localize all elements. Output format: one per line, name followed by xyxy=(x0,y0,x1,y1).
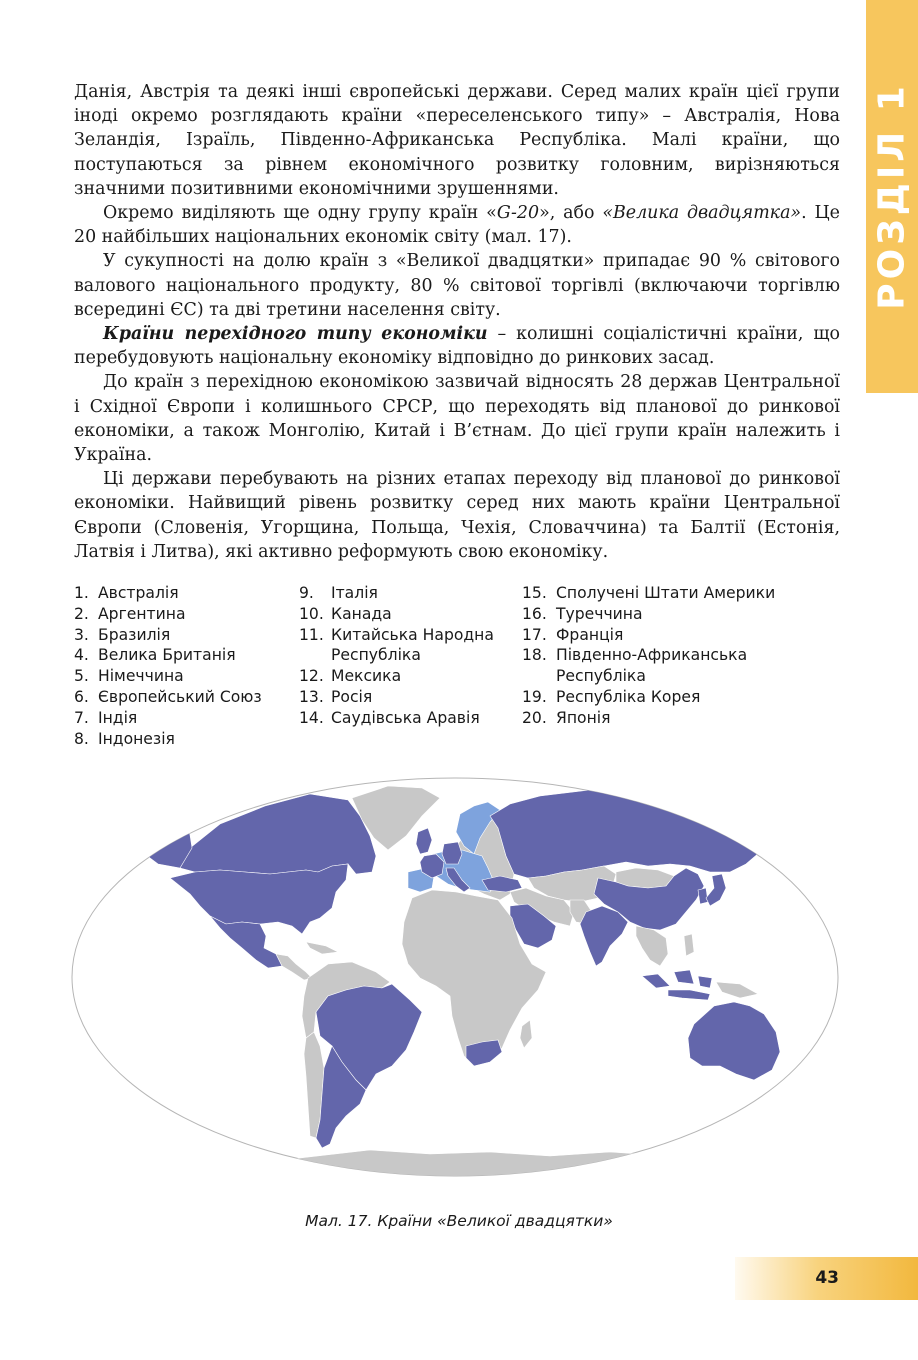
legend-number: 6. xyxy=(74,687,89,706)
legend-number: 8. xyxy=(74,729,89,748)
legend-item xyxy=(74,729,262,750)
legend-number: 12. xyxy=(299,667,324,686)
legend-label: Канада xyxy=(331,604,392,623)
legend-number: 7. xyxy=(74,708,89,727)
legend-number: 20. xyxy=(522,708,547,727)
legend-item xyxy=(522,708,775,729)
legend-item xyxy=(299,625,494,667)
legend-item xyxy=(522,583,775,604)
legend-label: Туреччина xyxy=(556,604,643,623)
body-text xyxy=(74,80,840,564)
legend-item xyxy=(74,666,262,687)
legend-label: Республіка Корея xyxy=(556,687,701,706)
legend-label: Велика Британія xyxy=(98,646,236,665)
paragraph-4-rest: – колишні соціалістичні країни, що перебудовують національну економіку відповідно до ринкових засад. xyxy=(74,324,840,369)
legend-number: 11. xyxy=(299,625,324,644)
legend-label: Австралія xyxy=(98,584,179,602)
world-map xyxy=(70,776,840,1178)
legend-item xyxy=(74,583,262,604)
legend-item xyxy=(74,708,262,729)
paragraph-2-a: Окремо виділяють ще одну групу країн « xyxy=(103,203,497,224)
paragraph-4 xyxy=(74,322,840,370)
legend-label: Франція xyxy=(556,625,624,644)
legend-item xyxy=(522,645,775,687)
legend-label: Мексика xyxy=(331,667,402,686)
legend-number: 1. xyxy=(74,584,89,602)
legend-column-1 xyxy=(74,583,262,749)
paragraph-2 xyxy=(74,201,840,249)
figure-caption: Мал. 17. Країни «Великої двадцятки» xyxy=(305,1212,613,1230)
legend-item xyxy=(74,645,262,666)
world-map-svg xyxy=(70,776,840,1178)
legend-label: Бразилія xyxy=(98,625,171,644)
section-tab xyxy=(866,0,918,393)
legend-item xyxy=(299,583,494,604)
legend-number: 19. xyxy=(522,687,547,706)
paragraph-2-g20: G-20 xyxy=(496,203,540,224)
legend-label: Росія xyxy=(331,687,373,706)
legend-number: 15. xyxy=(522,584,547,602)
legend-item xyxy=(522,604,775,625)
legend-number: 18. xyxy=(522,646,547,665)
legend-item xyxy=(299,708,494,729)
alaska-shape xyxy=(132,816,192,868)
paragraph-2-e: . Це 20 найбільших національних економік світу (мал. 17). xyxy=(74,203,840,248)
canada-shape xyxy=(180,794,376,874)
legend-number: 3. xyxy=(74,625,89,644)
legend-label: Індонезія xyxy=(98,729,175,748)
legend-item xyxy=(74,604,262,625)
legend-number: 16. xyxy=(522,604,547,623)
legend-item xyxy=(522,625,775,646)
paragraph-5: До країн з перехідною економікою зазвичай відносять 28 держав Центральної і Східної Європи і колишнього СРСР, що переходять від планової до ринкової економіки, а також Монголію, Китай і В’єтнам. До цієї групи країн належить і Україна. xyxy=(74,372,840,466)
legend-item xyxy=(74,687,262,708)
section-tab-label: РОЗДІЛ 1 xyxy=(871,82,913,310)
paragraph-2-c: », або xyxy=(539,203,603,224)
paragraph-3: У сукупності на долю країн з «Великої двадцятки» припадає 90 % світового валового національного продукту, 80 % світової торгівлі (включаючи торгівлю всередині ЄС) та дві третини населення світу. xyxy=(74,251,840,320)
legend-label: Південно-Африканська Республіка xyxy=(556,646,748,686)
legend-item xyxy=(74,625,262,646)
legend-item xyxy=(299,687,494,708)
legend-number: 13. xyxy=(299,687,324,706)
legend-number: 14. xyxy=(299,708,324,727)
paragraph-6: Ці держави перебувають на різних етапах переходу від планової до ринкової економіки. Найвищий рівень розвитку серед них мають країни Центральної Європи (Словенія, Угорщина, Польща, Чехія, Словаччина) та Балтії (Естонія, Латвія і Литва), які активно реформують свою економіку. xyxy=(74,469,840,562)
legend-label: Індія xyxy=(98,708,138,727)
legend-label: Аргентина xyxy=(98,604,186,623)
korea-shape xyxy=(698,888,708,904)
legend-label: Європейський Союз xyxy=(98,687,262,706)
legend-column-2 xyxy=(299,583,494,729)
germany-shape xyxy=(442,842,462,864)
legend-number: 5. xyxy=(74,667,89,686)
philippines-shape xyxy=(684,934,694,956)
page-number-bar xyxy=(735,1257,918,1300)
legend-number: 4. xyxy=(74,646,89,665)
legend-label: Сполучені Штати Америки xyxy=(556,584,776,602)
legend-label: Китайська Народна Республіка xyxy=(331,625,494,665)
page-number: 43 xyxy=(815,1268,839,1288)
legend-label: Німеччина xyxy=(98,667,184,686)
legend-label: Італія xyxy=(331,584,378,602)
legend-number: 10. xyxy=(299,604,324,623)
paragraph-2-term: «Велика двадцятка» xyxy=(602,203,802,224)
legend-label: Японія xyxy=(556,708,611,727)
legend-label: Саудівська Аравія xyxy=(331,708,480,727)
legend-item xyxy=(299,604,494,625)
legend-item xyxy=(522,687,775,708)
legend-number: 17. xyxy=(522,625,547,644)
legend-column-3 xyxy=(522,583,775,729)
legend-number: 9. xyxy=(299,584,314,602)
paragraph-1: Данія, Австрія та деякі інші європейські держави. Серед малих країн цієї групи іноді окремо розглядають країни «переселенського типу» – Австралія, Нова Зеландія, Ізраїль, Південно-Африканська Республіка. Малі країни, що поступаються за рівнем економічного розвитку головним, вирізняються значними позитивними економічними зрушеннями. xyxy=(74,82,840,199)
paragraph-4-term: Країни перехідного типу економіки xyxy=(103,324,488,345)
legend-number: 2. xyxy=(74,604,89,623)
legend-item xyxy=(299,666,494,687)
